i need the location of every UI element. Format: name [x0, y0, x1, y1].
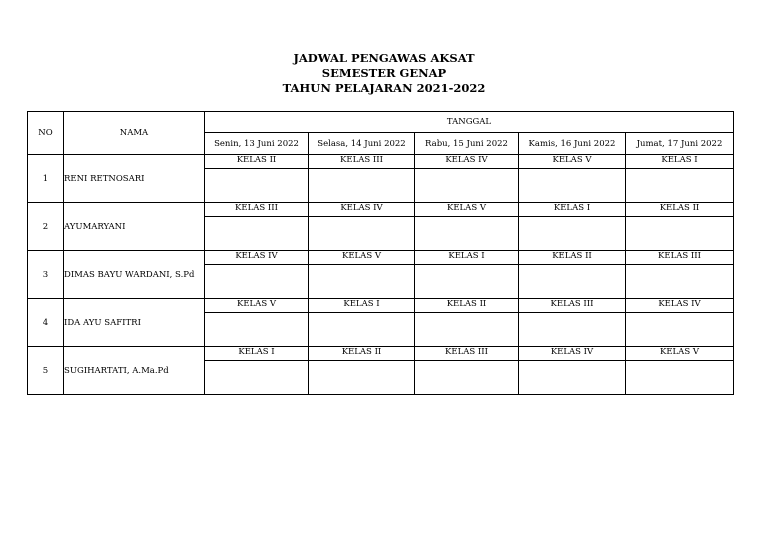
signature-cell[interactable]	[205, 265, 309, 299]
supervisor-name: SUGIHARTATI, A.Ma.Pd	[64, 347, 205, 395]
signature-cell[interactable]	[626, 361, 734, 395]
signature-cell[interactable]	[519, 217, 626, 251]
class-assignment: KELAS I	[519, 203, 626, 217]
supervisor-name: DIMAS BAYU WARDANI, S.Pd	[64, 251, 205, 299]
class-assignment: KELAS IV	[626, 299, 734, 313]
class-assignment: KELAS III	[626, 251, 734, 265]
signature-cell[interactable]	[415, 265, 519, 299]
signature-cell[interactable]	[309, 361, 415, 395]
signature-cell[interactable]	[415, 169, 519, 203]
signature-cell[interactable]	[205, 313, 309, 347]
class-assignment: KELAS I	[415, 251, 519, 265]
signature-cell[interactable]	[309, 217, 415, 251]
class-assignment: KELAS IV	[415, 155, 519, 169]
class-assignment: KELAS III	[519, 299, 626, 313]
class-assignment: KELAS IV	[519, 347, 626, 361]
document-title: JADWAL PENGAWAS AKSAT	[293, 51, 475, 65]
table-row	[28, 299, 734, 313]
signature-cell[interactable]	[205, 361, 309, 395]
signature-cell[interactable]	[309, 313, 415, 347]
header-day-monday: Senin, 13 Juni 2022	[205, 133, 309, 155]
signature-cell[interactable]	[309, 265, 415, 299]
header-no: NO	[28, 112, 64, 155]
class-assignment: KELAS IV	[309, 203, 415, 217]
supervisor-name: IDA AYU SAFITRI	[64, 299, 205, 347]
row-number: 1	[28, 155, 64, 203]
class-assignment: KELAS II	[415, 299, 519, 313]
table-row	[28, 251, 734, 265]
class-assignment: KELAS I	[309, 299, 415, 313]
header-day-tuesday: Selasa, 14 Juni 2022	[309, 133, 415, 155]
signature-cell[interactable]	[415, 361, 519, 395]
class-assignment: KELAS I	[205, 347, 309, 361]
signature-cell[interactable]	[205, 169, 309, 203]
table-row	[28, 203, 734, 217]
header-nama: NAMA	[64, 112, 205, 155]
class-assignment: KELAS IV	[205, 251, 309, 265]
class-assignment: KELAS V	[309, 251, 415, 265]
signature-cell[interactable]	[626, 313, 734, 347]
header-day-thursday: Kamis, 16 Juni 2022	[519, 133, 626, 155]
class-assignment: KELAS I	[626, 155, 734, 169]
row-number: 5	[28, 347, 64, 395]
class-assignment: KELAS V	[626, 347, 734, 361]
class-assignment: KELAS II	[309, 347, 415, 361]
class-assignment: KELAS V	[519, 155, 626, 169]
signature-cell[interactable]	[309, 169, 415, 203]
signature-cell[interactable]	[626, 217, 734, 251]
document-subtitle-semester: SEMESTER GENAP	[321, 66, 447, 80]
signature-cell[interactable]	[205, 217, 309, 251]
signature-cell[interactable]	[519, 265, 626, 299]
table-row	[28, 347, 734, 361]
document-subtitle-year: TAHUN PELAJARAN 2021-2022	[282, 81, 486, 95]
class-assignment: KELAS II	[205, 155, 309, 169]
signature-cell[interactable]	[415, 217, 519, 251]
header-day-wednesday: Rabu, 15 Juni 2022	[415, 133, 519, 155]
signature-cell[interactable]	[415, 313, 519, 347]
signature-cell[interactable]	[519, 361, 626, 395]
row-number: 3	[28, 251, 64, 299]
schedule-table	[27, 111, 734, 395]
header-tanggal: TANGGAL	[205, 112, 734, 133]
class-assignment: KELAS V	[415, 203, 519, 217]
row-number: 4	[28, 299, 64, 347]
signature-cell[interactable]	[626, 265, 734, 299]
signature-cell[interactable]	[519, 169, 626, 203]
class-assignment: KELAS III	[309, 155, 415, 169]
class-assignment: KELAS II	[626, 203, 734, 217]
signature-cell[interactable]	[519, 313, 626, 347]
supervisor-name: AYUMARYANI	[64, 203, 205, 251]
class-assignment: KELAS III	[205, 203, 309, 217]
class-assignment: KELAS V	[205, 299, 309, 313]
supervisor-name: RENI RETNOSARI	[64, 155, 205, 203]
row-number: 2	[28, 203, 64, 251]
class-assignment: KELAS II	[519, 251, 626, 265]
signature-cell[interactable]	[626, 169, 734, 203]
header-day-friday: Jumat, 17 Juni 2022	[626, 133, 734, 155]
class-assignment: KELAS III	[415, 347, 519, 361]
table-row	[28, 155, 734, 169]
